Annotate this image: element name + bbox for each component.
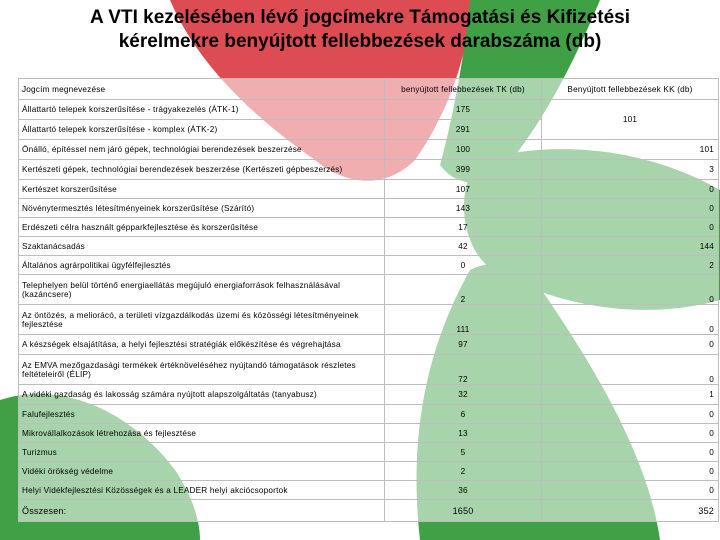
row-tk: 107 (385, 180, 542, 199)
row-tk: 100 (385, 140, 542, 160)
row-kk: 0 (542, 443, 719, 462)
row-kk: 0 (542, 275, 719, 305)
row-kk: 101 (542, 140, 719, 160)
table-row (19, 199, 719, 218)
title-line-1: A VTI kezelésében lévő jogcímekre Támogatási és Kifizetési (90, 7, 630, 28)
table-header-row (19, 79, 719, 100)
table-row (19, 100, 719, 120)
table-row (19, 462, 719, 481)
row-tk: 2 (385, 462, 542, 481)
row-name: Vidéki örökség védelme (19, 462, 385, 481)
row-kk: 3 (542, 160, 719, 180)
row-name: Növénytermesztés létesítményeinek korszerűsítése (Szárító) (19, 199, 385, 218)
row-tk: 399 (385, 160, 542, 180)
table-row (19, 424, 719, 443)
row-tk: 175 (385, 100, 542, 120)
row-kk: 0 (542, 355, 719, 385)
table-row (19, 275, 719, 305)
table-row (19, 385, 719, 405)
row-tk: 6 (385, 405, 542, 424)
row-tk: 97 (385, 335, 542, 355)
row-name: Helyi Vidékfejlesztési Közösségek és a LEADER helyi akciócsoportok (19, 481, 385, 500)
row-name: Önálló, építéssel nem járó gépek, technológiai berendezések beszerzése (19, 140, 385, 160)
row-name: A vidéki gazdaság és lakosság számára nyújtott alapszolgáltatás (tanyabusz) (19, 385, 385, 405)
row-kk: 144 (542, 237, 719, 256)
header-kk: Benyújtott fellebbezések KK (db) (542, 79, 719, 100)
table-row (19, 481, 719, 500)
table-row (19, 218, 719, 237)
appeals-table (18, 78, 719, 522)
header-tk: benyújtott fellebbezések TK (db) (385, 79, 542, 100)
total-label: Összesen: (19, 500, 385, 522)
total-kk: 352 (542, 500, 719, 522)
table-row (19, 180, 719, 199)
table-row (19, 335, 719, 355)
row-tk: 291 (385, 120, 542, 140)
row-kk: 0 (542, 424, 719, 443)
table-row (19, 355, 719, 385)
row-kk: 0 (542, 462, 719, 481)
table-row (19, 160, 719, 180)
table-row (19, 237, 719, 256)
table-row (19, 405, 719, 424)
row-name: Az öntözés, a meliorácó, a területi vízgazdálkodás üzemi és közösségi létesítményeinek fejlesztése (19, 305, 385, 335)
row-tk: 5 (385, 443, 542, 462)
title-line-2: kérelmekre benyújtott fellebbezések darabszáma (db) (118, 31, 602, 52)
row-kk: 1 (542, 385, 719, 405)
row-tk: 42 (385, 237, 542, 256)
row-tk: 143 (385, 199, 542, 218)
row-name: Mikrovállalkozások létrehozása és fejlesztése (19, 424, 385, 443)
row-kk: 0 (542, 199, 719, 218)
table-row (19, 443, 719, 462)
row-kk: 0 (542, 180, 719, 199)
row-kk: 2 (542, 256, 719, 275)
row-tk: 111 (385, 305, 542, 335)
row-name: Szaktanácsadás (19, 237, 385, 256)
row-name: Állattartó telepek korszerűsítése - komplex (ÁTK-2) (19, 120, 385, 140)
table-row (19, 140, 719, 160)
row-name: Turizmus (19, 443, 385, 462)
row-name: Kertészeti gépek, technológiai berendezések beszerzése (Kertészeti gépbeszerzés) (19, 160, 385, 180)
total-row (19, 500, 719, 522)
row-name: Az EMVA mezőgazdasági termékek értéknöveléséhez nyújtandó támogatások részletes feltételeiről (ÉLIP) (19, 355, 385, 385)
row-tk: 13 (385, 424, 542, 443)
row-name: Erdészeti célra használt gépparkfejlesztése és korszerűsítése (19, 218, 385, 237)
row-kk: 0 (542, 481, 719, 500)
header-title-name: Jogcím megnevezése (19, 79, 385, 100)
row-tk: 0 (385, 256, 542, 275)
total-tk: 1650 (385, 500, 542, 522)
row-kk: 0 (542, 218, 719, 237)
row-tk: 32 (385, 385, 542, 405)
table-row (19, 256, 719, 275)
row-kk-merged: 101 (542, 100, 719, 140)
row-tk: 72 (385, 355, 542, 385)
row-name: Általános agrárpolitikai ügyfélfejlesztés (19, 256, 385, 275)
row-name: Kertészet korszerűsítése (19, 180, 385, 199)
row-tk: 36 (385, 481, 542, 500)
row-kk: 0 (542, 305, 719, 335)
row-name: Falufejlesztés (19, 405, 385, 424)
row-name: Telephelyen belül történő energiaellátás megújuló energiaforrások felhasználásával (kazáncsere) (19, 275, 385, 305)
row-kk: 0 (542, 335, 719, 355)
row-kk: 0 (542, 405, 719, 424)
table-row (19, 305, 719, 335)
row-tk: 2 (385, 275, 542, 305)
row-name: Állattartó telepek korszerűsítése - trágyakezelés (ÁTK-1) (19, 100, 385, 120)
page-title (20, 6, 700, 54)
row-name: A készségek elsajátítása, a helyi fejlesztési stratégiák előkészítése és végrehajtása (19, 335, 385, 355)
row-tk: 17 (385, 218, 542, 237)
